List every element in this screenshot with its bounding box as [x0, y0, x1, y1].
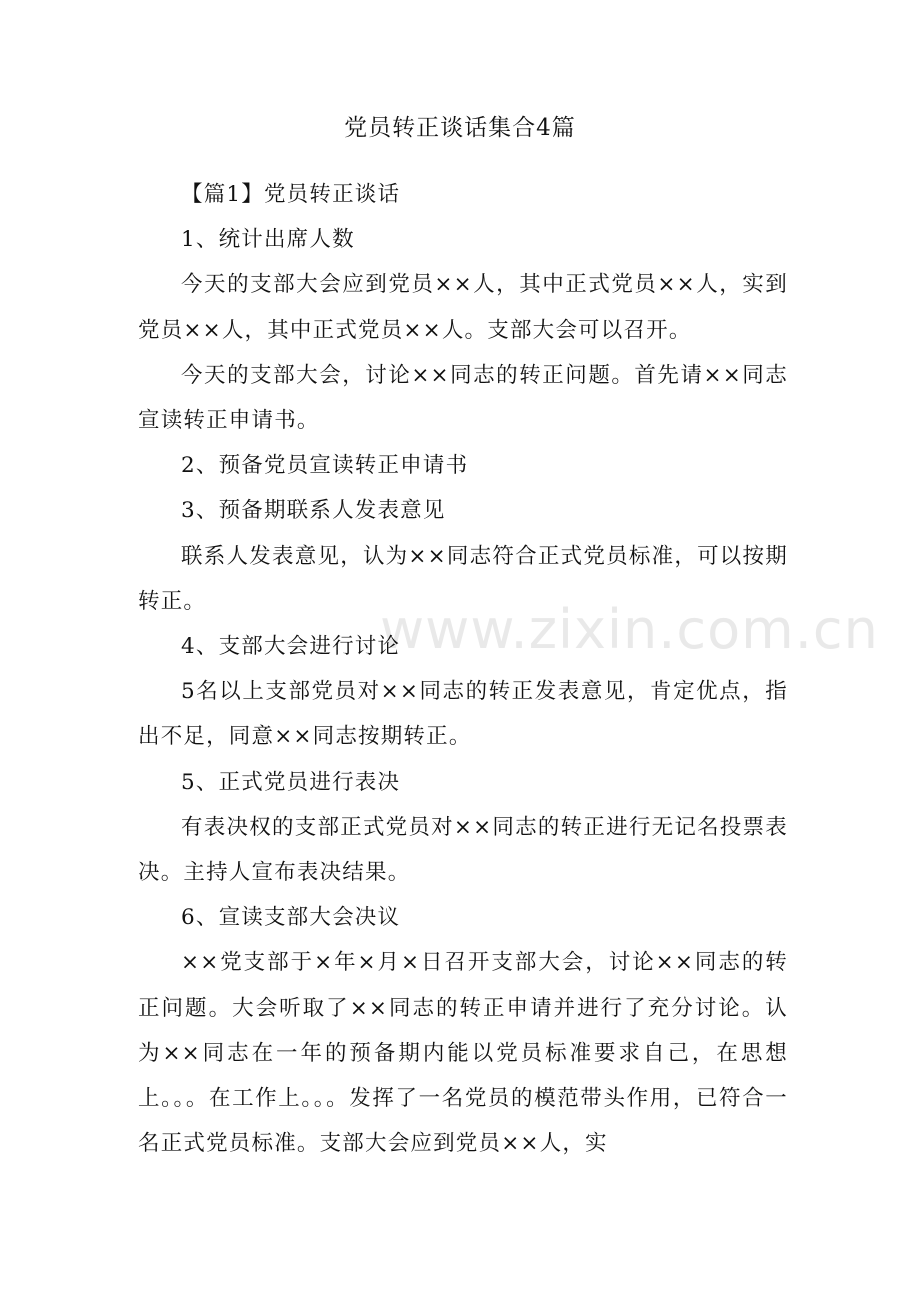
step-heading: 6、宣读支部大会决议: [181, 905, 401, 931]
document-body: [138, 172, 788, 1166]
paragraph: 5名以上支部党员对××同志的转正发表意见，肯定优点，指出不足，同意××同志按期转正。: [138, 679, 788, 750]
step-heading: 4、支部大会进行讨论: [181, 634, 401, 660]
step-heading: 2、预备党员宣读转正申请书: [181, 453, 469, 479]
section-heading: 【篇1】党员转正谈话: [181, 182, 401, 207]
paragraph: 联系人发表意见，认为××同志符合正式党员标准，可以按期转正。: [138, 543, 788, 614]
step-heading: 3、预备期联系人发表意见: [181, 498, 446, 524]
paragraph: 有表决权的支部正式党员对××同志的转正进行无记名投票表决。主持人宣布表决结果。: [138, 814, 788, 886]
paragraph: 今天的支部大会应到党员××人，其中正式党员××人，实到党员××人，其中正式党员××人。支部大会可以召开。: [138, 272, 788, 343]
paragraph: ××党支部于×年×月×日召开支部大会，讨论××同志的转正问题。大会听取了××同志的转正申请并进行了充分讨论。认为××同志在一年的预备期内能以党员标准要求自己，在思想上。。。在工作上。。。发挥了一名党员的模范带头作用，已符合一名正式党员标准。支部大会应到党员××人，实: [138, 950, 788, 1157]
step-heading: 1、统计出席人数: [181, 227, 355, 253]
watermark: www.zixin.com.cn: [380, 598, 879, 661]
step-heading: 5、正式党员进行表决: [181, 769, 401, 795]
paragraph: 今天的支部大会，讨论××同志的转正问题。首先请××同志宣读转正申请书。: [138, 362, 788, 434]
document-title: 党员转正谈话集合4篇: [344, 115, 576, 141]
